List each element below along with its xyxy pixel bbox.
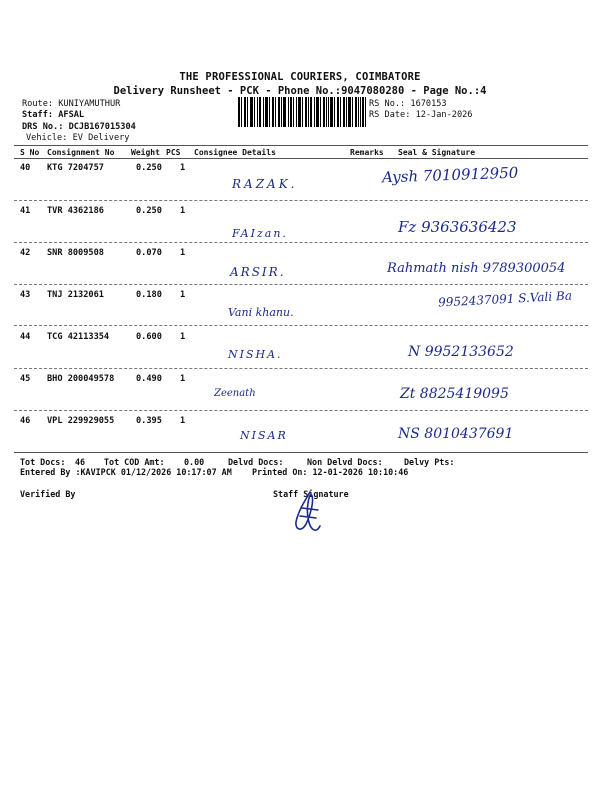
row-divider: [14, 284, 588, 285]
col-consignee: Consignee Details: [194, 148, 276, 157]
row-signature-handwritten: Zt 8825419095: [400, 386, 509, 402]
row-consignee-handwritten: FAIzan.: [232, 227, 288, 240]
row-signature-handwritten: Rahmath nish 9789300054: [387, 261, 566, 276]
verified-by-label: Verified By: [20, 489, 76, 499]
tot-cod-label: Tot COD Amt:: [104, 457, 165, 467]
vehicle-label: Vehicle: EV Delivery: [26, 133, 130, 143]
row-signature-handwritten: N 9952133652: [408, 344, 514, 360]
company-title: THE PROFESSIONAL COURIERS, COIMBATORE: [179, 71, 421, 83]
staff-label: Staff: AFSAL: [22, 110, 85, 120]
table-bottom-rule: [14, 452, 588, 453]
row-weight: 0.600: [136, 332, 162, 342]
staff-signature-scribble: [284, 488, 334, 538]
row-consignee-handwritten: ARSIR.: [230, 265, 286, 279]
row-consignment: TCG 42113354: [47, 332, 110, 342]
row-pcs: 1: [180, 374, 186, 384]
rs-number: RS No.: 1670153: [369, 99, 447, 109]
row-pcs: 1: [180, 206, 186, 216]
row-weight: 0.250: [136, 163, 162, 173]
row-pcs: 1: [180, 332, 186, 342]
row-weight: 0.070: [136, 248, 162, 258]
row-weight: 0.250: [136, 206, 162, 216]
row-sno: 40: [20, 163, 31, 173]
tot-docs-label: Tot Docs:: [20, 457, 66, 467]
row-signature-handwritten: NS 8010437691: [398, 426, 514, 442]
row-sno: 44: [20, 332, 31, 342]
tot-cod-value: 0.00: [184, 457, 205, 467]
route-label: Route: KUNIYAMUTHUR: [22, 99, 121, 109]
row-consignment: TNJ 2132061: [47, 290, 104, 300]
row-divider: [14, 325, 588, 326]
row-consignment: KTG 7204757: [47, 163, 104, 173]
row-consignee-handwritten: NISAR: [240, 429, 288, 442]
col-pcs: PCS: [166, 148, 181, 157]
col-consignment: Consignment No: [47, 148, 115, 157]
row-signature-handwritten: Fz 9363636423: [398, 218, 517, 236]
row-consignee-handwritten: NISHA.: [228, 348, 283, 361]
row-divider: [14, 368, 588, 369]
row-sno: 41: [20, 206, 31, 216]
rs-date: RS Date: 12-Jan-2026: [369, 110, 473, 120]
tot-docs-value: 46: [75, 457, 86, 467]
drs-number: DRS No.: DCJB167015304: [22, 122, 136, 132]
entered-by: Entered By :KAVIPCK 01/12/2026 10:17:07 AM: [20, 467, 232, 477]
non-delvd-docs-label: Non Delvd Docs:: [307, 457, 383, 467]
row-pcs: 1: [180, 416, 186, 426]
row-weight: 0.180: [136, 290, 162, 300]
row-sno: 46: [20, 416, 31, 426]
row-pcs: 1: [180, 248, 186, 258]
row-consignment: VPL 229929055: [47, 416, 115, 426]
header-top-rule: [14, 145, 588, 146]
col-remarks: Remarks: [350, 148, 384, 157]
header-bottom-rule: [14, 158, 588, 159]
row-weight: 0.490: [136, 374, 162, 384]
col-signature: Seal & Signature: [398, 148, 476, 157]
col-sno: S No: [20, 148, 40, 157]
row-divider: [14, 410, 588, 411]
row-consignment: TVR 4362186: [47, 206, 104, 216]
row-consignment: SNR 8009508: [47, 248, 104, 258]
row-sno: 43: [20, 290, 31, 300]
delvy-pts-label: Delvy Pts:: [404, 457, 455, 467]
row-divider: [14, 200, 588, 201]
row-consignee-handwritten: Vani khanu.: [228, 306, 294, 319]
row-signature-handwritten: Aysh 7010912950: [381, 163, 519, 187]
row-consignee-handwritten: RAZAK.: [232, 177, 298, 191]
staff-signature-label: Staff Signature: [273, 489, 349, 499]
row-signature-handwritten: 9952437091 S.Vali Ba: [437, 288, 573, 310]
delvd-docs-label: Delvd Docs:: [228, 457, 284, 467]
row-weight: 0.395: [136, 416, 162, 426]
row-consignee-handwritten: Zeenath: [214, 388, 256, 399]
row-sno: 42: [20, 248, 31, 258]
runsheet-title: Delivery Runsheet - PCK - Phone No.:9047080280 - Page No.:4: [113, 85, 487, 97]
row-consignment: BHO 200049578: [47, 374, 115, 384]
row-pcs: 1: [180, 290, 186, 300]
printed-on: Printed On: 12-01-2026 10:10:46: [252, 467, 409, 477]
row-divider: [14, 242, 588, 243]
row-sno: 45: [20, 374, 31, 384]
col-weight: Weight: [131, 148, 160, 157]
barcode-image: [238, 97, 366, 127]
row-pcs: 1: [180, 163, 186, 173]
